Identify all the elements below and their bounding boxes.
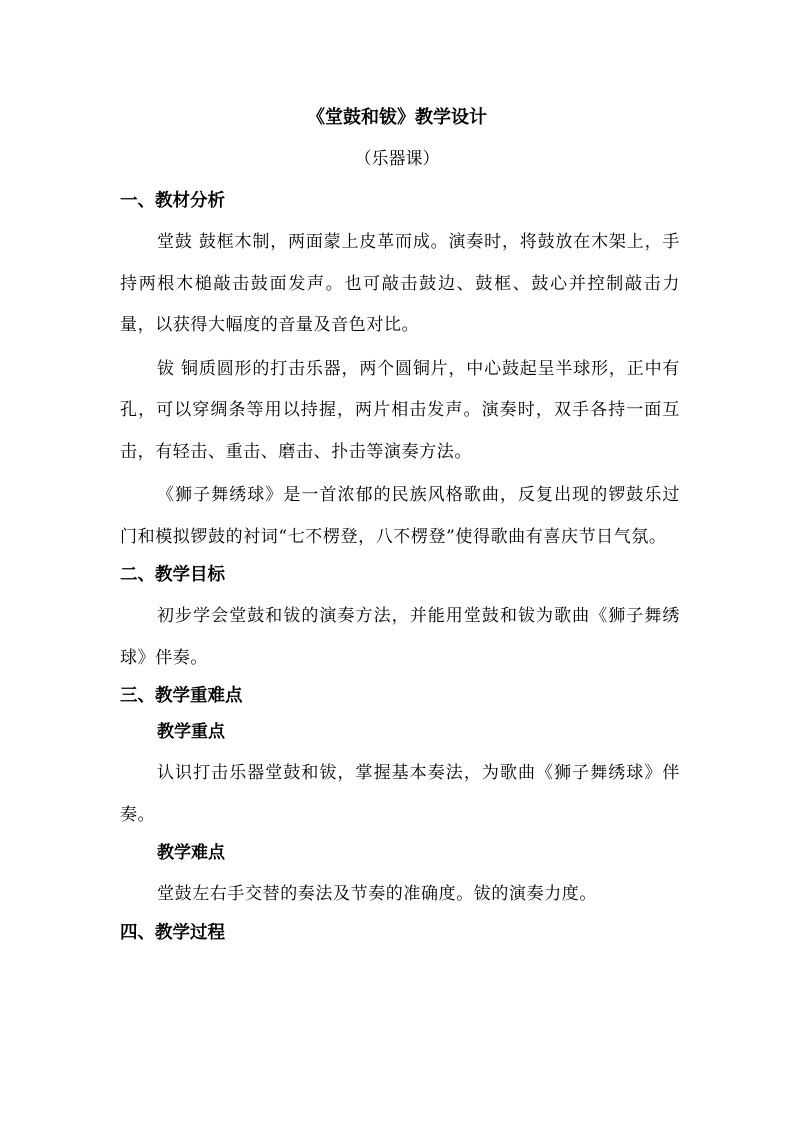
section-heading-goals: 二、教学目标 [120, 565, 225, 585]
subheading-focus: 教学重点 [157, 722, 225, 742]
subheading-difficulty: 教学难点 [157, 843, 225, 863]
paragraph-song: 《狮子舞绣球》是一首浓郁的民族风格歌曲，反复出现的锣鼓乐过门和模拟锣鼓的衬词“七不楞登，八不楞登”使得歌曲有喜庆节日气氛。 [120, 485, 680, 547]
paragraph-tanggu: 堂鼓 鼓框木制，两面蒙上皮革而成。演奏时，将鼓放在木架上，手持两根木槌敲击鼓面发声。也可敲击鼓边、鼓框、鼓心并控制敲击力量，以获得大幅度的音量及音色对比。 [120, 232, 680, 335]
paragraph-goals: 初步学会堂鼓和钹的演奏方法，并能用堂鼓和钹为歌曲《狮子舞绣球》伴奏。 [120, 606, 680, 668]
document-title: 《堂鼓和钹》教学设计 [307, 107, 487, 128]
document-subtitle: （乐器课） [354, 149, 440, 169]
paragraph-bo: 钹 铜质圆形的打击乐器，两个圆铜片，中心鼓起呈半球形，正中有孔，可以穿绸条等用以持握，两片相击发声。演奏时，双手各持一面互击，有轻击、重击、磨击、扑击等演奏方法。 [120, 358, 680, 462]
section-heading-analysis: 一、教材分析 [120, 191, 225, 211]
section-heading-key-points: 三、教学重难点 [120, 686, 243, 706]
paragraph-focus: 认识打击乐器堂鼓和钹，掌握基本奏法，为歌曲《狮子舞绣球》伴奏。 [120, 763, 680, 825]
document-body [120, 186, 680, 954]
paragraph-difficulty: 堂鼓左右手交替的奏法及节奏的准确度。钹的演奏力度。 [157, 884, 597, 904]
section-heading-process: 四、教学过程 [120, 922, 225, 943]
